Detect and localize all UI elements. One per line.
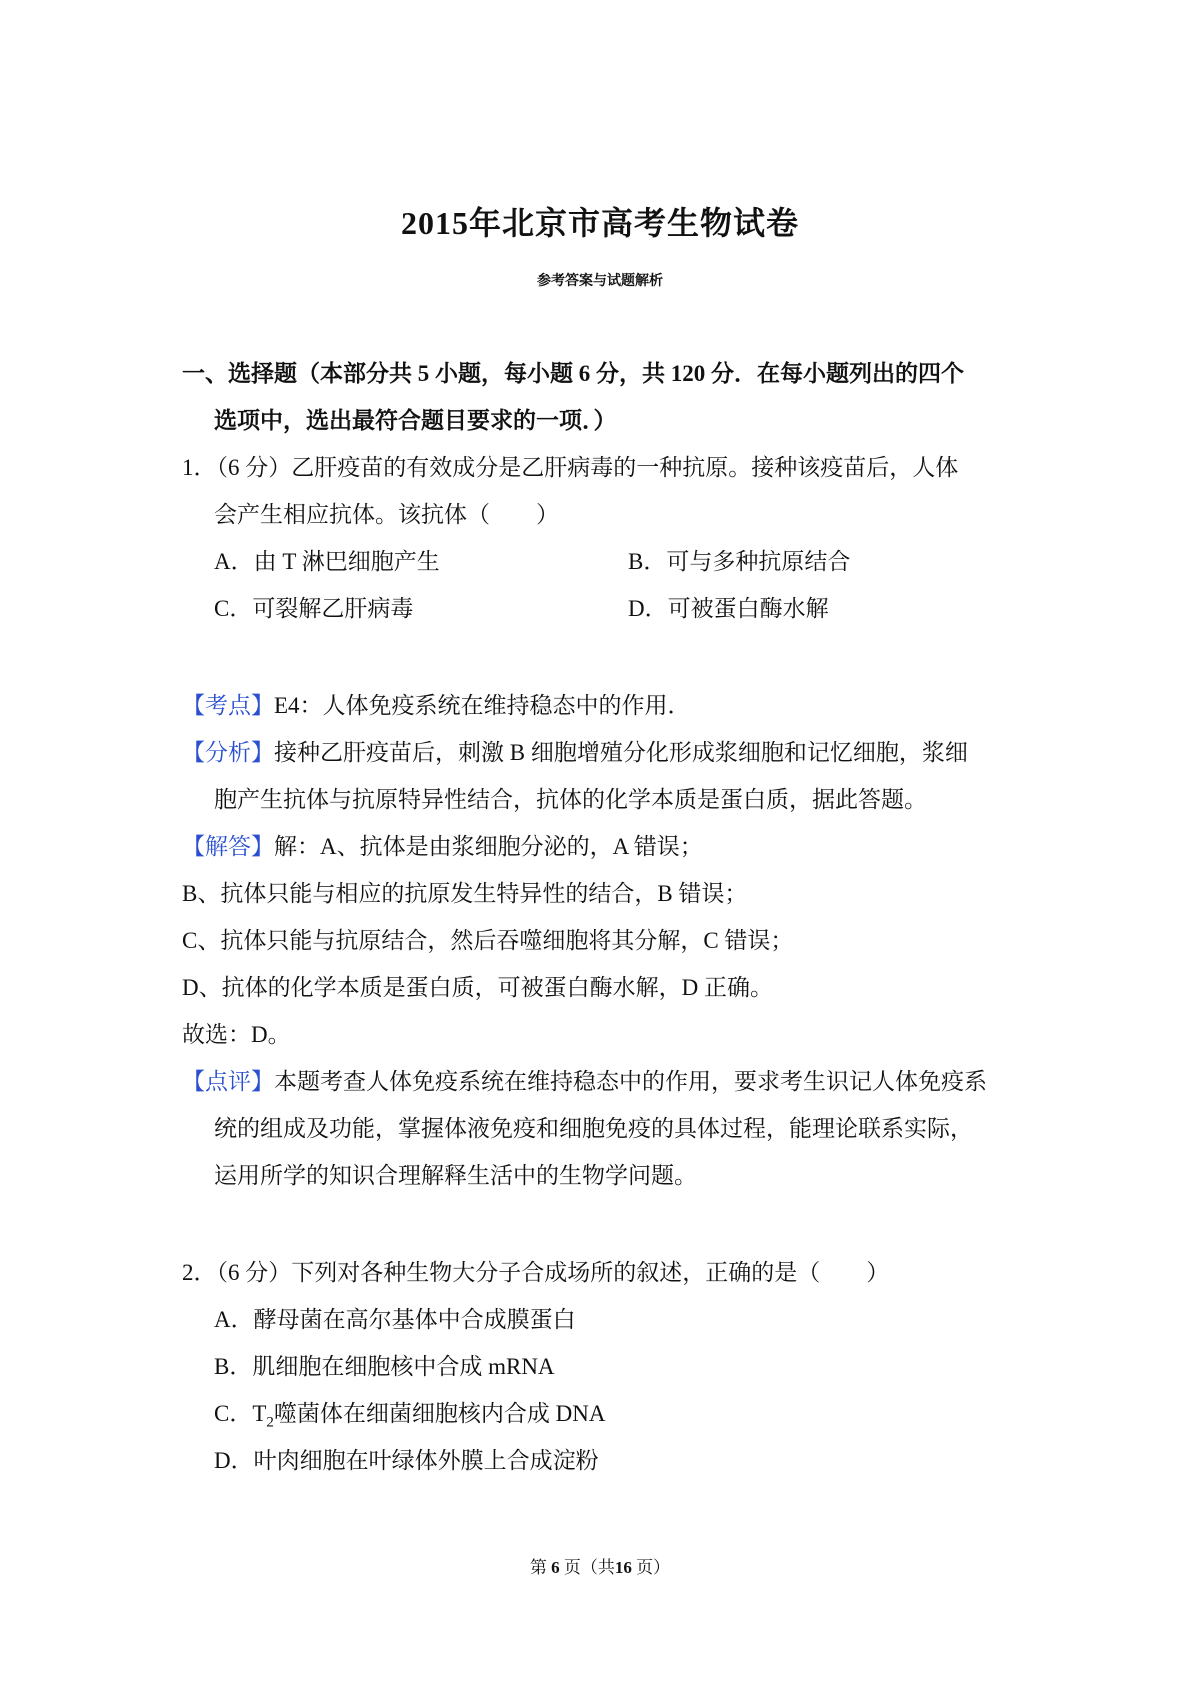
q2-option-c-text: 噬菌体在细菌细胞核内合成 DNA xyxy=(273,1401,606,1426)
footer-middle: 页（共 xyxy=(563,1558,615,1577)
q1-option-a: A．由 T 淋巴细胞产生 xyxy=(214,549,440,574)
q1-jieda-line2: B、抗体只能与相应的抗原发生特异性的结合，B 错误； xyxy=(182,881,748,906)
q1-fenxi-line1 xyxy=(182,737,1022,769)
q1-kaodian xyxy=(182,690,1022,722)
fenxi-tag: 【分析】 xyxy=(182,740,274,765)
dianping-tag: 【点评】 xyxy=(182,1069,274,1094)
q2-option-c xyxy=(214,1398,1054,1430)
fenxi-text-line1: 接种乙肝疫苗后，刺激 B 细胞增殖分化形成浆细胞和记忆细胞，浆细 xyxy=(274,740,968,765)
q1-fenxi-line2: 胞产生抗体与抗原特异性结合，抗体的化学本质是蛋白质，据此答题。 xyxy=(214,787,927,812)
q1-option-b: B．可与多种抗原结合 xyxy=(628,549,851,574)
q1-dianping-line1 xyxy=(182,1066,1022,1098)
q1-jieda-line4: D、抗体的化学本质是蛋白质，可被蛋白酶水解，D 正确。 xyxy=(182,975,773,1000)
document-title: 2015年北京市高考生物试卷 xyxy=(400,205,799,241)
q1-options-row2 xyxy=(214,593,1054,625)
q1-stem-line2: 会产生相应抗体。该抗体（ ） xyxy=(214,502,559,527)
section-heading-line2: 选项中，选出最符合题目要求的一项．） xyxy=(214,408,617,433)
q1-options-row1 xyxy=(214,546,1054,578)
q2-stem: 2．（6 分）下列对各种生物大分子合成场所的叙述，正确的是（ ） xyxy=(182,1260,890,1285)
footer-suffix: 页） xyxy=(636,1558,671,1577)
q1-dianping-line2: 统的组成及功能，掌握体液免疫和细胞免疫的具体过程，能理论联系实际， xyxy=(214,1116,973,1141)
q1-stem-line1: 1．（6 分）乙肝疫苗的有效成分是乙肝病毒的一种抗原。接种该疫苗后，人体 xyxy=(182,455,959,480)
q1-dianping-line3: 运用所学的知识合理解释生活中的生物学问题。 xyxy=(214,1163,697,1188)
q2-option-d: D．叶肉细胞在叶绿体外膜上合成淀粉 xyxy=(214,1448,599,1473)
page-footer xyxy=(0,1553,1200,1578)
q1-answer: 故选：D。 xyxy=(182,1022,291,1047)
kaodian-tag: 【考点】 xyxy=(182,693,274,718)
q1-jieda-line3: C、抗体只能与抗原结合，然后吞噬细胞将其分解，C 错误； xyxy=(182,928,794,953)
jieda-tag: 【解答】 xyxy=(182,834,274,859)
q1-option-d: D．可被蛋白酶水解 xyxy=(628,596,829,621)
footer-page-number: 6 xyxy=(551,1558,560,1577)
q2-option-c-subscript: 2 xyxy=(266,1414,274,1431)
jieda-text-line1: 解：A、抗体是由浆细胞分泌的，A 错误； xyxy=(274,834,703,859)
q2-option-b: B．肌细胞在细胞核中合成 mRNA xyxy=(214,1354,555,1379)
q2-option-c-prefix: C．T xyxy=(214,1401,267,1426)
q1-option-c: C．可裂解乙肝病毒 xyxy=(214,596,414,621)
document-subtitle: 参考答案与试题解析 xyxy=(537,274,663,289)
kaodian-text: E4：人体免疫系统在维持稳态中的作用． xyxy=(274,693,691,718)
footer-prefix: 第 xyxy=(529,1558,547,1577)
q1-jieda-line1 xyxy=(182,831,1022,863)
section-heading-line1: 一、选择题（本部分共 5 小题，每小题 6 分，共 120 分．在每小题列出的四个 xyxy=(182,361,964,386)
footer-total-pages: 16 xyxy=(614,1558,632,1577)
q2-option-a: A．酵母菌在高尔基体中合成膜蛋白 xyxy=(214,1307,576,1332)
dianping-text-line1: 本题考查人体免疫系统在维持稳态中的作用，要求考生识记人体免疫系 xyxy=(274,1069,987,1094)
